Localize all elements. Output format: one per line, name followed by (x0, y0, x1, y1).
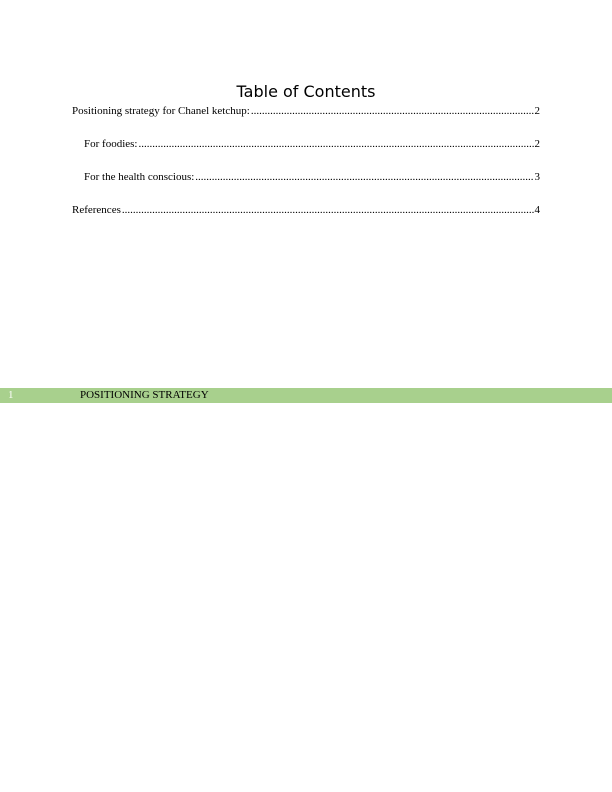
toc-entry-positioning-strategy[interactable] (72, 104, 540, 118)
toc-dot-leader (138, 137, 533, 151)
toc-entry-page-number: 2 (534, 105, 540, 117)
toc-dot-leader (122, 203, 534, 217)
toc-entry-label: Positioning strategy for Chanel ketchup: (72, 105, 250, 117)
toc-entry-label: For foodies: (84, 138, 138, 150)
toc-title: Table of Contents (236, 82, 376, 101)
toc-entry-page-number: 3 (534, 171, 540, 183)
header-page-number: 1 (8, 389, 14, 401)
toc-entry-page-number: 2 (534, 138, 540, 150)
toc-entry-references[interactable] (72, 203, 540, 217)
toc-entry-label: References (72, 204, 121, 216)
page-header-band (0, 388, 612, 403)
toc-entry-for-foodies[interactable] (84, 137, 540, 151)
toc-dot-leader (251, 104, 534, 118)
header-running-title: POSITIONING STRATEGY (80, 389, 209, 401)
toc-entry-page-number: 4 (534, 204, 540, 216)
toc-entry-health-conscious[interactable] (84, 170, 540, 184)
toc-entry-label: For the health conscious: (84, 171, 195, 183)
toc-dot-leader (195, 170, 533, 184)
